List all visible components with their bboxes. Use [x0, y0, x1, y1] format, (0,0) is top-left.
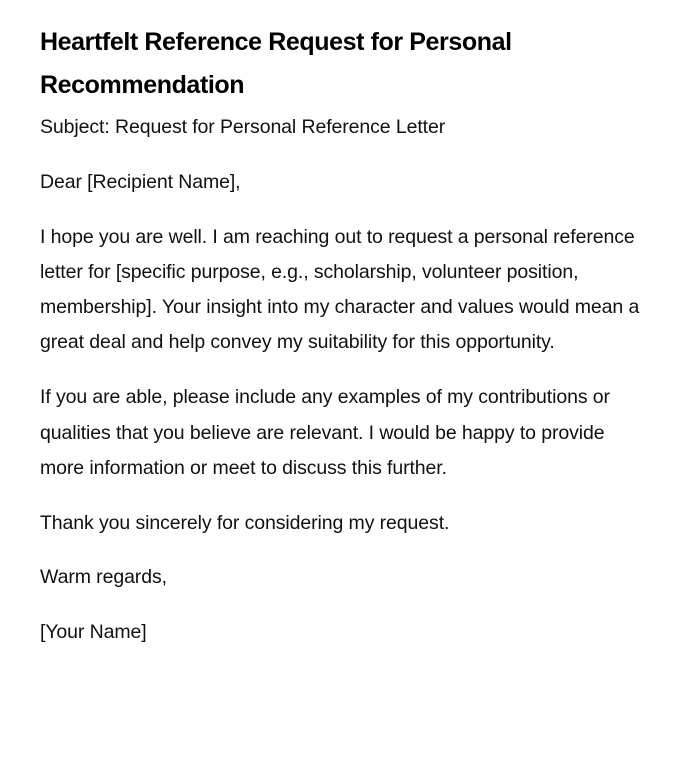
- body-paragraph-thanks: Thank you sincerely for considering my request.: [40, 511, 450, 534]
- document-title: Heartfelt Reference Request for Personal Recommendation: [40, 28, 512, 99]
- body-paragraph-intro: I hope you are well. I am reaching out to request a personal reference letter for [specific purpose, e.g., scholarship, volunteer position, membership]. Your insight into my character and values would mean a great deal and help convey my suitability for this opportunity.: [40, 225, 640, 354]
- subject-line: Subject: Request for Personal Reference Letter: [40, 116, 446, 138]
- closing: Warm regards,: [40, 566, 167, 589]
- greeting: Dear [Recipient Name],: [40, 170, 241, 193]
- body-paragraph-request: If you are able, please include any examples of my contributions or qualities that you believe are relevant. I would be happy to provide more information or meet to discuss this further.: [40, 386, 610, 479]
- signature: [Your Name]: [40, 621, 147, 644]
